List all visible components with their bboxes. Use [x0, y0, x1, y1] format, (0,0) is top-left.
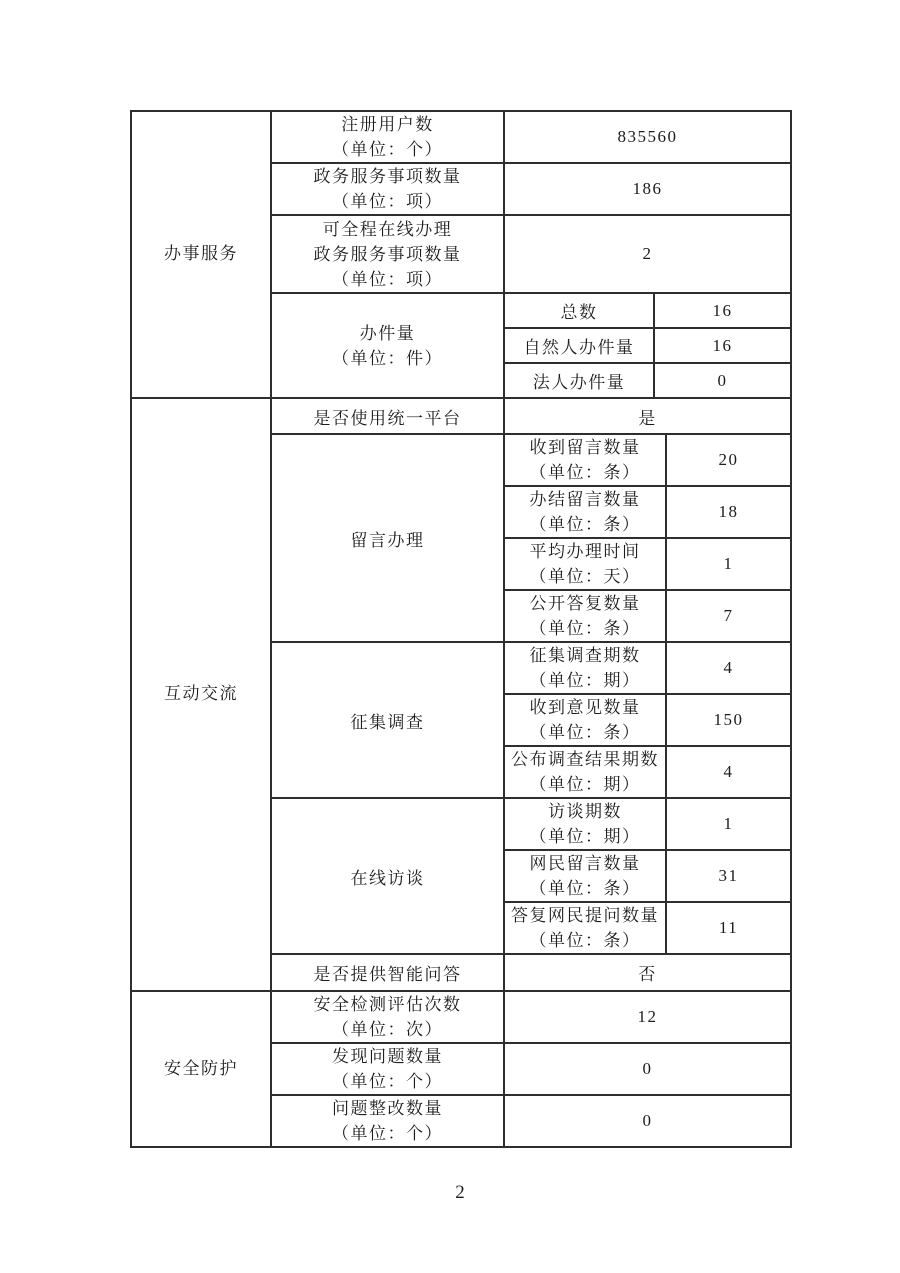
item-cell: 是否提供智能问答	[271, 954, 504, 991]
group-cell-liuyanbanli: 留言办理	[271, 434, 504, 642]
item-unit-line: （单位：次）	[332, 1020, 443, 1039]
group-label-line: 办件量	[359, 323, 416, 343]
subitem-cell	[504, 434, 666, 486]
value-cell: 7	[666, 590, 791, 642]
value-cell: 16	[654, 293, 791, 328]
subitem-cell	[504, 590, 666, 642]
value-cell: 16	[654, 328, 791, 363]
value-cell: 否	[504, 954, 791, 991]
item-cell	[271, 1043, 504, 1095]
value-cell: 835560	[504, 111, 791, 163]
item-cell	[271, 991, 504, 1043]
subitem-label-line: 网民留言数量	[529, 854, 641, 873]
item-unit-line: （单位：项）	[332, 269, 443, 289]
subitem-cell	[504, 642, 666, 694]
group-cell-banjianliang	[271, 293, 504, 398]
subitem-cell	[504, 694, 666, 746]
group-unit-line: （单位：件）	[332, 348, 443, 368]
category-cell-banshi	[131, 111, 271, 398]
item-cell	[271, 215, 504, 293]
item-label-line: 可全程在线办理	[322, 219, 453, 239]
subitem-cell	[504, 746, 666, 798]
subitem-unit-line: （单位：条）	[529, 463, 641, 482]
category-label: 办事服务	[164, 244, 238, 264]
report-table	[130, 110, 792, 1148]
subitem-label-line: 答复网民提问数量	[511, 906, 659, 925]
subitem-label-line: 征集调查期数	[529, 646, 641, 665]
group-cell-zhengjidiaocha: 征集调查	[271, 642, 504, 798]
value-cell: 11	[666, 902, 791, 954]
value-cell: 1	[666, 798, 791, 850]
subitem-unit-line: （单位：条）	[529, 931, 641, 950]
value-cell: 4	[666, 642, 791, 694]
category-label: 互动交流	[164, 684, 238, 704]
subitem-label-line: 公布调查结果期数	[511, 750, 659, 769]
subitem-unit-line: （单位：天）	[529, 567, 641, 586]
value-cell: 2	[504, 215, 791, 293]
item-label-line: 政务服务事项数量	[313, 167, 462, 186]
value-cell: 20	[666, 434, 791, 486]
item-label-line: 问题整改数量	[332, 1099, 443, 1118]
subitem-unit-line: （单位：条）	[529, 619, 641, 638]
subitem-cell: 自然人办件量	[504, 328, 654, 363]
subitem-unit-line: （单位：条）	[529, 723, 641, 742]
item-label-line: 安全检测评估次数	[313, 995, 462, 1014]
table-row	[131, 398, 791, 434]
item-cell: 是否使用统一平台	[271, 398, 504, 434]
value-cell: 18	[666, 486, 791, 538]
item-label-line: 发现问题数量	[332, 1047, 443, 1066]
item-cell	[271, 1095, 504, 1147]
subitem-label-line: 公开答复数量	[529, 594, 641, 613]
subitem-unit-line: （单位：期）	[529, 775, 641, 794]
value-cell: 0	[504, 1095, 791, 1147]
value-cell: 0	[504, 1043, 791, 1095]
item-label-line: 政务服务事项数量	[313, 244, 462, 264]
subitem-label-line: 平均办理时间	[529, 542, 641, 561]
group-cell-zaixianfangtan: 在线访谈	[271, 798, 504, 954]
item-unit-line: （单位：个）	[332, 1072, 443, 1091]
category-cell-hudong	[131, 398, 271, 991]
value-cell: 1	[666, 538, 791, 590]
page-number: 2	[455, 1182, 465, 1203]
table-row	[131, 991, 791, 1043]
item-unit-line: （单位：项）	[332, 192, 443, 211]
category-label: 安全防护	[164, 1058, 238, 1078]
subitem-label-line: 收到意见数量	[529, 698, 641, 717]
subitem-cell	[504, 850, 666, 902]
item-cell	[271, 111, 504, 163]
value-cell: 4	[666, 746, 791, 798]
value-cell: 31	[666, 850, 791, 902]
table-row	[131, 111, 791, 163]
subitem-cell	[504, 486, 666, 538]
subitem-unit-line: （单位：条）	[529, 515, 641, 534]
subitem-label-line: 办结留言数量	[529, 490, 641, 509]
subitem-cell: 法人办件量	[504, 363, 654, 398]
item-unit-line: （单位：个）	[332, 140, 443, 159]
item-cell	[271, 163, 504, 215]
subitem-unit-line: （单位：条）	[529, 879, 641, 898]
value-cell: 是	[504, 398, 791, 434]
subitem-cell	[504, 798, 666, 850]
item-label-line: 注册用户数	[341, 115, 434, 134]
item-unit-line: （单位：个）	[332, 1124, 443, 1143]
subitem-label-line: 访谈期数	[548, 802, 622, 821]
value-cell: 150	[666, 694, 791, 746]
subitem-unit-line: （单位：期）	[529, 827, 641, 846]
value-cell: 186	[504, 163, 791, 215]
value-cell: 0	[654, 363, 791, 398]
category-cell-anquan	[131, 991, 271, 1147]
subitem-cell	[504, 538, 666, 590]
subitem-unit-line: （单位：期）	[529, 671, 641, 690]
value-cell: 12	[504, 991, 791, 1043]
subitem-cell	[504, 902, 666, 954]
subitem-label-line: 收到留言数量	[529, 438, 641, 457]
subitem-cell: 总数	[504, 293, 654, 328]
